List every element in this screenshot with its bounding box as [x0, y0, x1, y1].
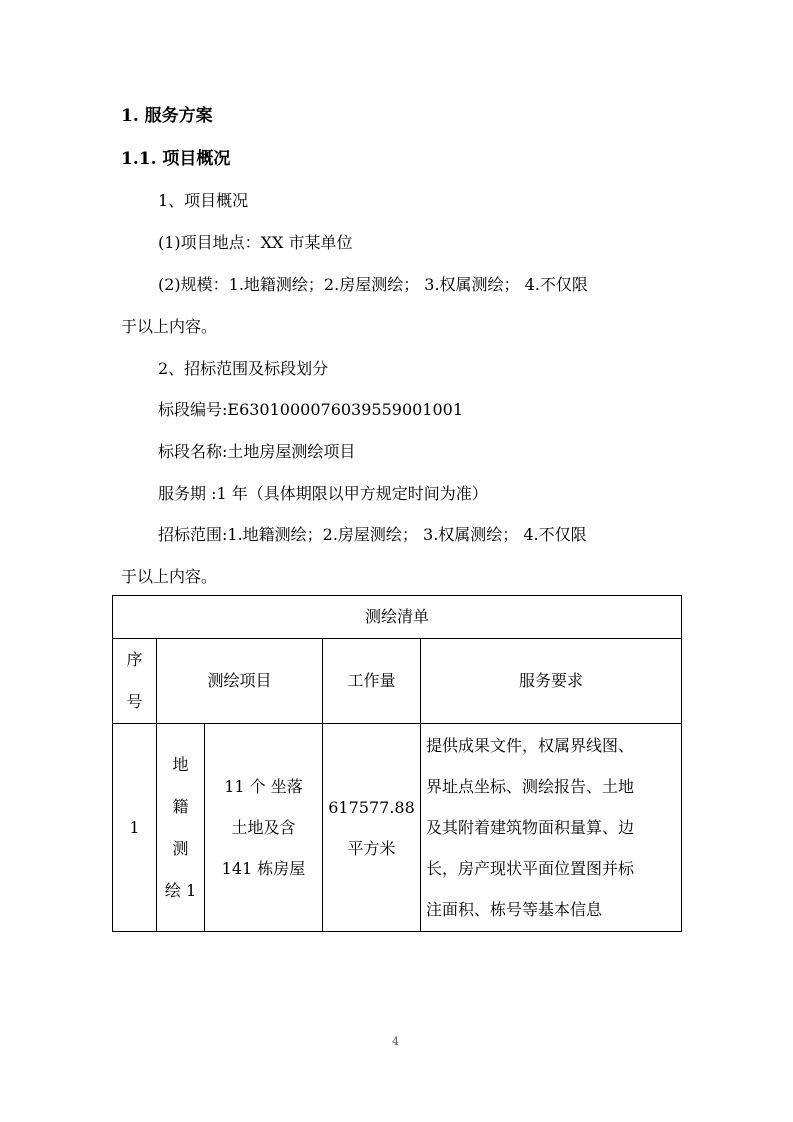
cell-category	[157, 724, 205, 932]
cell-requirement	[421, 724, 682, 932]
category-line: 地	[172, 754, 189, 774]
item-line: 141 栋房屋	[221, 859, 306, 878]
table-row	[113, 724, 682, 932]
paragraph-bid-scope-heading: 2、招标范围及标段划分	[158, 359, 329, 378]
item-line: 11 个 坐落	[224, 777, 303, 796]
requirement-line: 注面积、栋号等基本信息	[426, 900, 603, 919]
table-title: 测绘清单	[113, 596, 682, 639]
paragraph-section-name: 标段名称:土地房屋测绘项目	[158, 442, 356, 461]
cell-workload	[323, 724, 421, 932]
section-heading-1-1: 1.1. 项目概况	[121, 149, 231, 169]
category-line: 绘 1	[164, 880, 197, 900]
section-heading-1: 1. 服务方案	[121, 106, 213, 126]
paragraph-bid-scope-line1: 招标范围:1.地籍测绘；2.房屋测绘； 3.权属测绘； 4.不仅限	[158, 525, 587, 544]
paragraph-service-period: 服务期 :1 年（具体期限以甲方规定时间为准）	[158, 484, 488, 503]
requirement-line: 及其附着建筑物面积量算、边	[426, 818, 635, 837]
workload-value: 617577.88	[328, 797, 415, 817]
header-seq-line2: 号	[126, 692, 143, 711]
paragraph-project-location: (1)项目地点：XX 市某单位	[158, 233, 353, 252]
header-item: 测绘项目	[157, 639, 323, 724]
survey-list-table	[112, 595, 682, 932]
category-line: 籍	[172, 796, 189, 816]
requirement-line: 提供成果文件，权属界线图、	[426, 736, 635, 755]
workload-unit: 平方米	[347, 838, 396, 858]
cell-item	[205, 724, 323, 932]
table-header-row	[113, 639, 682, 724]
paragraph-scale-line1: (2)规模：1.地籍测绘；2.房屋测绘； 3.权属测绘； 4.不仅限	[158, 275, 588, 294]
cell-seq: 1	[113, 724, 157, 932]
paragraph-scale-line2: 于以上内容。	[121, 317, 218, 336]
header-requirement: 服务要求	[421, 639, 682, 724]
paragraph-project-overview: 1、项目概况	[158, 191, 249, 210]
requirement-line: 界址点坐标、测绘报告、土地	[426, 777, 635, 796]
paragraph-bid-scope-line2: 于以上内容。	[121, 567, 218, 586]
header-workload: 工作量	[323, 639, 421, 724]
paragraph-section-number: 标段编号:E6301000076039559001001	[158, 400, 464, 419]
requirement-line: 长，房产现状平面位置图并标	[426, 859, 635, 878]
page-number: 4	[392, 1035, 399, 1048]
header-seq-line1: 序	[126, 650, 143, 669]
item-line: 土地及含	[231, 818, 296, 837]
header-seq	[113, 639, 157, 724]
category-line: 测	[172, 838, 189, 858]
